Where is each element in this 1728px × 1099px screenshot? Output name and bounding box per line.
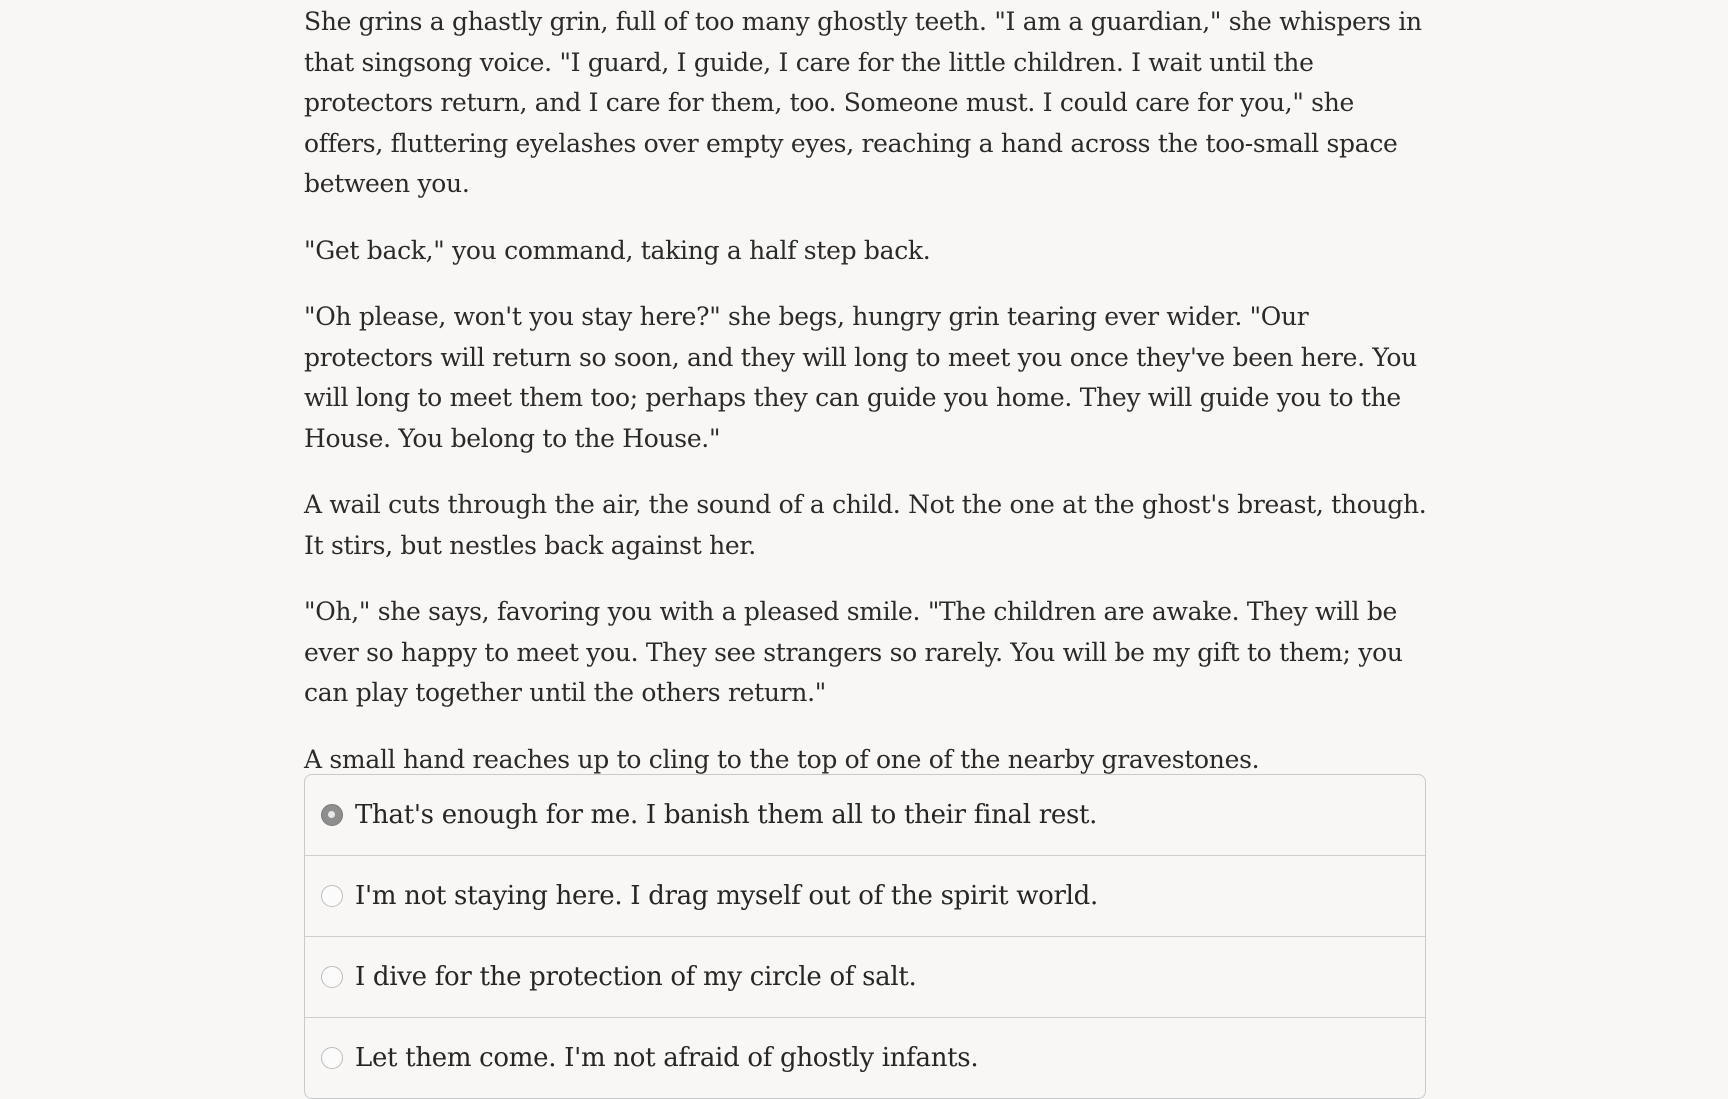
story-paragraph: "Get back," you command, taking a half step back. bbox=[304, 235, 931, 265]
choice-label: Let them come. I'm not afraid of ghostly infants. bbox=[355, 1043, 979, 1073]
choice-label: That's enough for me. I banish them all to their final rest. bbox=[355, 800, 1098, 830]
choice-label: I'm not staying here. I drag myself out of the spirit world. bbox=[355, 881, 1098, 911]
choice-option-salt-circle[interactable] bbox=[305, 937, 1425, 1018]
story-paragraph: "Oh please, won't you stay here?" she begs, hungry grin tearing ever wider. "Our protectors will return so soon, and they will long to meet you once they've been here. You will long to meet them too; perhaps they can guide you home. They will guide you to the House. You belong to the House." bbox=[304, 302, 1417, 453]
story-paragraph: A wail cuts through the air, the sound of a child. Not the one at the ghost's breast, though. It stirs, but nestles back against her. bbox=[304, 490, 1427, 560]
radio-unselected-icon[interactable] bbox=[321, 885, 343, 907]
choice-option-let-them-come[interactable] bbox=[305, 1018, 1425, 1098]
choice-label: I dive for the protection of my circle of salt. bbox=[355, 962, 917, 992]
story-paragraph: She grins a ghastly grin, full of too many ghostly teeth. "I am a guardian," she whispers in that singsong voice. "I guard, I guide, I care for the little children. I wait until the protectors return, and I care for them, too. Someone must. I could care for you," she offers, fluttering eyelashes over empty eyes, reaching a hand across the too-small space between you. bbox=[304, 7, 1422, 198]
radio-unselected-icon[interactable] bbox=[321, 1047, 343, 1069]
story-paragraph: A small hand reaches up to cling to the top of one of the nearby gravestones. bbox=[304, 744, 1260, 774]
choice-option-banish[interactable] bbox=[305, 775, 1425, 856]
radio-unselected-icon[interactable] bbox=[321, 966, 343, 988]
choice-list bbox=[304, 774, 1426, 1099]
radio-selected-icon[interactable] bbox=[321, 804, 343, 826]
story-paragraph: "Oh," she says, favoring you with a pleased smile. "The children are awake. They will be ever so happy to meet you. They see strangers so rarely. You will be my gift to them; you can play together until the others return." bbox=[304, 597, 1403, 707]
story-text bbox=[304, 0, 1428, 806]
choice-option-leave[interactable] bbox=[305, 856, 1425, 937]
